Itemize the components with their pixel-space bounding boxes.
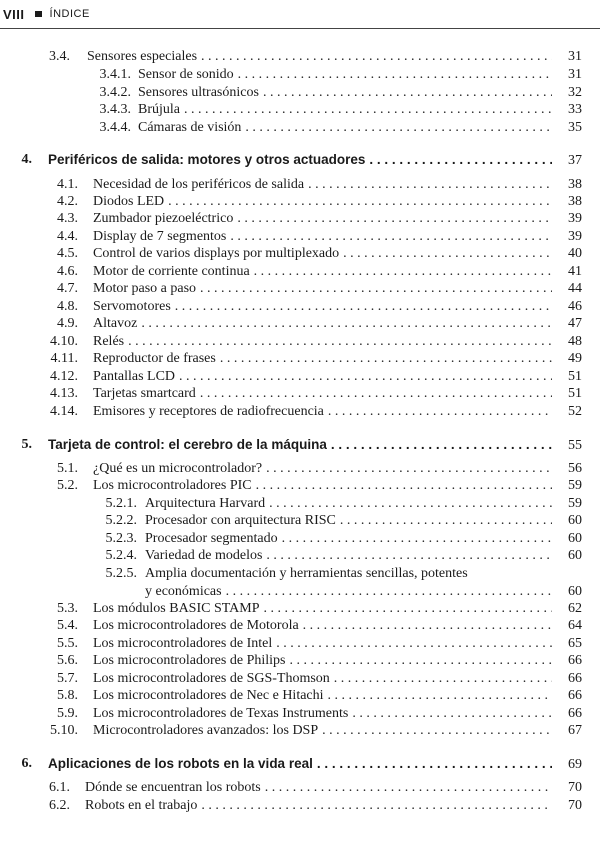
toc-entry-page: 62 <box>568 601 582 616</box>
toc-entry-page: 64 <box>568 618 582 633</box>
toc-entry-number: 5.7. <box>57 671 78 686</box>
toc-entry-label: ¿Qué es un microcontrolador? <box>93 460 266 477</box>
toc-entry-row[interactable] <box>93 652 582 669</box>
toc-entry-label: Aplicaciones de los robots en la vida real <box>48 755 317 772</box>
dot-leader <box>289 652 552 669</box>
toc-entry-label: Dónde se encuentran los robots <box>85 779 265 796</box>
toc-entry-page: 38 <box>568 177 582 192</box>
toc-entry-row[interactable] <box>93 670 582 687</box>
toc-entry-page: 60 <box>568 584 582 599</box>
dot-leader <box>238 66 552 83</box>
toc-entry-number: 5.2.1. <box>105 496 137 511</box>
toc-entry-label: Motor de corriente continua <box>93 263 254 280</box>
dot-leader <box>265 779 552 796</box>
toc-entry-page: 60 <box>568 513 582 528</box>
toc-entry-label: Procesador con arquitectura RISC <box>145 512 340 529</box>
toc-entry-row[interactable] <box>93 315 582 332</box>
toc-entry-number: 4.2. <box>57 194 78 209</box>
toc-entry-number: 4.13. <box>50 386 78 401</box>
dot-leader <box>303 617 552 634</box>
dot-leader <box>168 193 552 210</box>
toc-entry-number: 5.2.5. <box>105 566 137 581</box>
toc-entry-label: Pantallas LCD <box>93 368 179 385</box>
toc-entry-number: 4.1. <box>57 177 78 192</box>
toc-entry-row[interactable] <box>93 350 582 367</box>
toc-entry-page: 37 <box>568 153 582 168</box>
toc-entry-row[interactable] <box>145 583 582 600</box>
toc-entry-label: Diodos LED <box>93 193 168 210</box>
toc-entry-label: Procesador segmentado <box>145 530 282 547</box>
toc-entry-row[interactable] <box>138 101 582 118</box>
toc-entry-number: 5.8. <box>57 688 78 703</box>
toc-entry-number: 5.10. <box>50 723 78 738</box>
toc-entry-label: Brújula <box>138 101 184 118</box>
dot-leader <box>266 460 552 477</box>
toc-entry-number: 4. <box>21 152 32 167</box>
toc-entry-row[interactable] <box>93 403 582 420</box>
toc-entry-number: 5.2.4. <box>105 548 137 563</box>
toc-entry-page: 66 <box>568 706 582 721</box>
toc-entry-number: 5. <box>21 437 32 452</box>
toc-entry-label: Los microcontroladores de SGS-Thomson <box>93 670 334 687</box>
toc-entry-row[interactable] <box>93 176 582 193</box>
toc-entry-row[interactable] <box>93 687 582 704</box>
toc-entry-label: y económicas <box>145 583 226 600</box>
toc-entry-row[interactable] <box>93 368 582 385</box>
toc-entry-number: 6. <box>21 756 32 771</box>
dot-leader <box>179 368 552 385</box>
toc-entry-page: 60 <box>568 531 582 546</box>
toc-entry-number: 5.1. <box>57 461 78 476</box>
toc-entry-row[interactable] <box>145 547 582 564</box>
toc-entry-number: 6.2. <box>49 798 70 813</box>
toc-entry-page: 39 <box>568 229 582 244</box>
toc-chapter-row[interactable] <box>48 151 582 169</box>
toc-entry-row[interactable] <box>93 333 582 350</box>
header-rule <box>0 28 600 29</box>
dot-leader <box>226 583 552 600</box>
toc-entry-label: Arquitectura Harvard <box>145 495 269 512</box>
toc-entry-page: 66 <box>568 671 582 686</box>
toc-entry-number: 5.2.2. <box>105 513 137 528</box>
dot-leader <box>200 280 552 297</box>
toc-entry-row[interactable] <box>93 722 582 739</box>
dot-leader <box>201 797 552 814</box>
toc-entry-row[interactable] <box>85 797 582 814</box>
toc-entry-page: 44 <box>568 281 582 296</box>
dot-leader <box>328 687 552 704</box>
toc-entry-row[interactable] <box>145 495 582 512</box>
toc-entry-number: 4.5. <box>57 246 78 261</box>
toc-entry-row[interactable] <box>145 530 582 547</box>
toc-entry-number: 5.2.3. <box>105 531 137 546</box>
toc-entry-page: 46 <box>568 299 582 314</box>
toc-entry-page: 70 <box>568 780 582 795</box>
dot-leader <box>331 436 552 453</box>
toc-entry-page: 69 <box>568 757 582 772</box>
toc-entry-label: Tarjetas smartcard <box>93 385 200 402</box>
toc-entry-label: Variedad de modelos <box>145 547 266 564</box>
toc-entry-label: Los microcontroladores PIC <box>93 477 256 494</box>
toc-entry-page: 33 <box>568 102 582 117</box>
toc-entry-row[interactable] <box>85 779 582 796</box>
toc-entry-number: 4.14. <box>50 404 78 419</box>
dot-leader <box>282 530 552 547</box>
toc-entry-label: Los microcontroladores de Philips <box>93 652 289 669</box>
toc-entry-label: Sensor de sonido <box>138 66 238 83</box>
toc-entry-number: 3.4.3. <box>99 102 131 117</box>
toc-entry-number: 5.6. <box>57 653 78 668</box>
toc-entry-label: Los microcontroladores de Nec e Hitachi <box>93 687 328 704</box>
toc-entry-row[interactable] <box>93 298 582 315</box>
toc-entry-row[interactable] <box>93 477 582 494</box>
dot-leader <box>276 635 552 652</box>
toc-entry-page: 48 <box>568 334 582 349</box>
toc-entry-number: 4.8. <box>57 299 78 314</box>
toc-entry-page: 38 <box>568 194 582 209</box>
toc-entry-row[interactable] <box>138 84 582 101</box>
toc-entry-label: Los módulos BASIC STAMP <box>93 600 264 617</box>
toc-entry-label: Motor paso a paso <box>93 280 200 297</box>
dot-leader <box>340 512 552 529</box>
toc-entry-row[interactable] <box>87 48 582 65</box>
toc-entry-label: Necesidad de los periféricos de salida <box>93 176 308 193</box>
toc-entry-label: Display de 7 segmentos <box>93 228 230 245</box>
toc-entry-label: Robots en el trabajo <box>85 797 201 814</box>
toc-entry-row[interactable] <box>138 119 582 136</box>
toc-entry-page: 32 <box>568 85 582 100</box>
toc-entry-label: Periféricos de salida: motores y otros actuadores <box>48 151 369 168</box>
dot-leader <box>256 477 552 494</box>
toc-entry-page: 59 <box>568 478 582 493</box>
toc-entry-page: 41 <box>568 264 582 279</box>
toc-entry-page: 59 <box>568 496 582 511</box>
toc-entry-label: Servomotores <box>93 298 175 315</box>
toc-entry-number: 4.6. <box>57 264 78 279</box>
dot-leader <box>263 84 552 101</box>
dot-leader <box>322 722 552 739</box>
dot-leader <box>230 228 552 245</box>
dot-leader <box>245 119 552 136</box>
dot-leader <box>334 670 552 687</box>
toc-entry-row[interactable] <box>93 245 582 262</box>
toc-entry-row[interactable] <box>93 600 582 617</box>
toc-entry-page: 47 <box>568 316 582 331</box>
dot-leader <box>128 333 552 350</box>
toc-entry-label-line1: Amplia documentación y herramientas sencillas, potentes <box>145 566 468 581</box>
toc-entry-label: Control de varios displays por multiplexado <box>93 245 343 262</box>
toc-entry-row[interactable] <box>93 705 582 722</box>
dot-leader <box>328 403 552 420</box>
header-title: ÍNDICE <box>49 8 90 20</box>
toc-entry-page: 66 <box>568 688 582 703</box>
toc-entry-label: Relés <box>93 333 128 350</box>
toc-chapter-row[interactable] <box>48 755 582 773</box>
toc-entry-row[interactable] <box>93 210 582 227</box>
toc-entry-number: 4.12. <box>50 369 78 384</box>
toc-entry-page: 60 <box>568 548 582 563</box>
dot-leader <box>254 263 552 280</box>
toc-entry-number: 6.1. <box>49 780 70 795</box>
toc-entry-row[interactable] <box>93 263 582 280</box>
dot-leader <box>175 298 552 315</box>
toc-entry-number: 3.4.4. <box>99 120 131 135</box>
dot-leader <box>200 385 552 402</box>
toc-entry-page: 31 <box>568 49 582 64</box>
toc-entry-label: Emisores y receptores de radiofrecuencia <box>93 403 328 420</box>
toc-entry-number: 3.4. <box>49 49 70 64</box>
dot-leader <box>237 210 552 227</box>
toc-entry-label: Los microcontroladores de Texas Instruments <box>93 705 352 722</box>
toc-entry-page: 31 <box>568 67 582 82</box>
toc-entry-row[interactable] <box>93 385 582 402</box>
toc-entry-page: 55 <box>568 438 582 453</box>
dot-leader <box>266 547 552 564</box>
toc-entry-number: 5.3. <box>57 601 78 616</box>
toc-entry-number: 3.4.2. <box>99 85 131 100</box>
toc-entry-number: 4.4. <box>57 229 78 244</box>
toc-entry-number: 4.11. <box>50 351 78 366</box>
toc-entry-label: Los microcontroladores de Intel <box>93 635 276 652</box>
toc-entry-page: 56 <box>568 461 582 476</box>
toc-entry-number: 4.3. <box>57 211 78 226</box>
toc-entry-number: 5.5. <box>57 636 78 651</box>
page-number: VIII <box>3 6 25 22</box>
toc-entry-label: Altavoz <box>93 315 141 332</box>
toc-entry-number: 4.9. <box>57 316 78 331</box>
toc-entry-label: Cámaras de visión <box>138 119 245 136</box>
toc-entry-page: 51 <box>568 369 582 384</box>
dot-leader <box>264 600 552 617</box>
toc-entry-page: 40 <box>568 246 582 261</box>
dot-leader <box>220 350 552 367</box>
dot-leader <box>201 48 552 65</box>
toc-entry-page: 70 <box>568 798 582 813</box>
toc-entry-number: 5.4. <box>57 618 78 633</box>
toc-entry-row[interactable] <box>93 460 582 477</box>
toc-entry-label: Sensores ultrasónicos <box>138 84 263 101</box>
toc-entry-label: Los microcontroladores de Motorola <box>93 617 303 634</box>
toc-entry-page: 39 <box>568 211 582 226</box>
toc-entry-row[interactable] <box>93 193 582 210</box>
running-header <box>3 5 90 23</box>
toc-entry-page: 67 <box>568 723 582 738</box>
dot-leader <box>352 705 552 722</box>
toc-entry-label: Zumbador piezoeléctrico <box>93 210 237 227</box>
toc-entry-row[interactable] <box>93 228 582 245</box>
toc-entry-number: 3.4.1. <box>99 67 131 82</box>
toc-entry-label: Microcontroladores avanzados: los DSP <box>93 722 322 739</box>
toc-entry-page: 52 <box>568 404 582 419</box>
dot-leader <box>343 245 552 262</box>
toc-entry-row[interactable] <box>145 512 582 529</box>
dot-leader <box>308 176 552 193</box>
toc-entry-page: 66 <box>568 653 582 668</box>
dot-leader <box>269 495 552 512</box>
square-bullet-icon <box>35 11 42 17</box>
dot-leader <box>141 315 552 332</box>
toc-entry-number: 4.7. <box>57 281 78 296</box>
dot-leader <box>317 755 552 772</box>
toc-entry-page: 35 <box>568 120 582 135</box>
toc-entry-page: 49 <box>568 351 582 366</box>
dot-leader <box>184 101 552 118</box>
toc-entry-label: Sensores especiales <box>87 48 201 65</box>
toc-entry-row[interactable] <box>93 280 582 297</box>
toc-entry-page: 65 <box>568 636 582 651</box>
toc-entry-number: 5.9. <box>57 706 78 721</box>
dot-leader <box>369 151 552 168</box>
toc-entry-label: Reproductor de frases <box>93 350 220 367</box>
toc-entry-page: 51 <box>568 386 582 401</box>
toc-chapter-row[interactable] <box>48 436 582 454</box>
toc-entry-row[interactable] <box>93 635 582 652</box>
toc-entry-label: Tarjeta de control: el cerebro de la máquina <box>48 436 331 453</box>
toc-entry-number: 5.2. <box>57 478 78 493</box>
toc-entry-row[interactable] <box>138 66 582 83</box>
toc-entry-row[interactable] <box>93 617 582 634</box>
toc-entry-number: 4.10. <box>50 334 78 349</box>
